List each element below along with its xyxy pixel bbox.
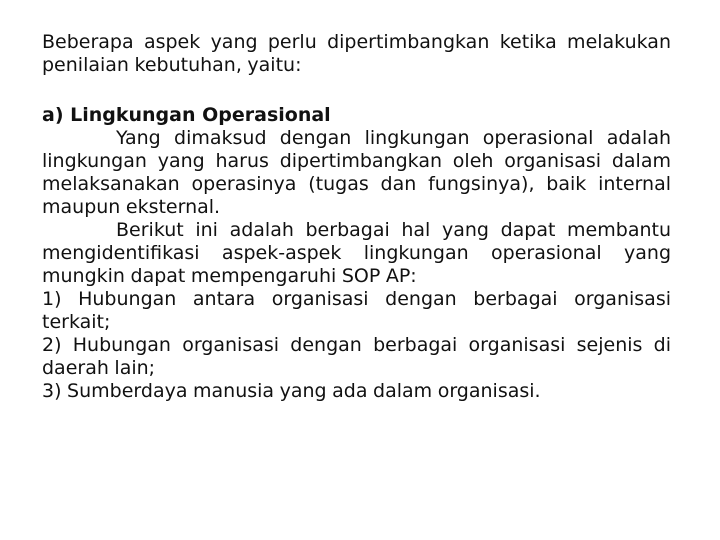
list-item: 1) Hubungan antara organisasi dengan berbagai organisasi terkait; bbox=[42, 288, 671, 333]
aspects-list bbox=[42, 288, 671, 403]
list-item: 2) Hubungan organisasi dengan berbagai organisasi sejenis di daerah lain; bbox=[42, 334, 671, 379]
slide-content bbox=[42, 31, 671, 403]
definition-paragraph: Yang dimaksud dengan lingkungan operasional adalah lingkungan yang harus dipertimbangkan oleh organisasi dalam melaksanakan operasinya (tugas dan fungsinya), baik internal maupun eksternal. bbox=[42, 127, 671, 218]
aspects-paragraph: Berikut ini adalah berbagai hal yang dapat membantu mengidentifikasi aspek-aspek lingkungan operasional yang mungkin dapat mempengaruhi SOP AP: bbox=[42, 219, 671, 287]
section-heading: a) Lingkungan Operasional bbox=[42, 104, 331, 126]
intro-paragraph: Beberapa aspek yang perlu dipertimbangkan ketika melakukan penilaian kebutuhan, yaitu: bbox=[42, 31, 671, 76]
list-item: 3) Sumberdaya manusia yang ada dalam organisasi. bbox=[42, 380, 541, 402]
